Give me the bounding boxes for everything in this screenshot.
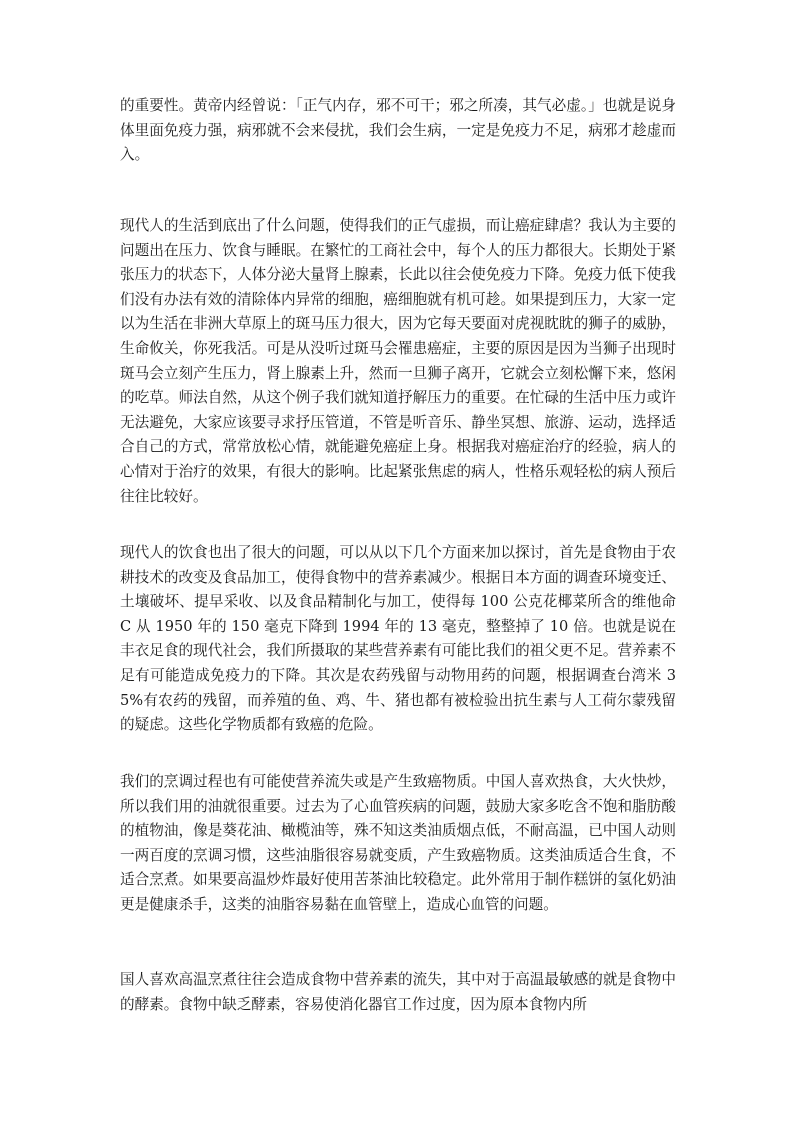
paragraph-diet: 现代人的饮食也出了很大的问题，可以从以下几个方面来加以探讨，首先是食物由于农耕技术的改变及食品加工，使得食物中的营养素减少。根据日本方面的调查环境变迁、土壤破坏、提早采收、以及食品精制化与加工，使得每 100 公克花椰菜所含的维他命 C 从 1950 年的 150 毫克下降到 1994 年的 13 毫克，整整掉了 10 倍。也就是说在丰衣足食的现代社会，我们所摄取的某些营养素有可能比我们的祖父更不足。营养素不足有可能造成免疫力的下降。其次是农药残留与动物用药的问题，根据调查台湾米 35%有农药的残留，而养殖的鱼、鸡、牛、猪也都有被检验出抗生素与人工荷尔蒙残留的疑虑。这些化学物质都有致癌的危险。 [120, 544, 676, 734]
paragraph-stress: 现代人的生活到底出了什么问题，使得我们的正气虚损，而让癌症肆虐？我认为主要的问题出在压力、饮食与睡眠。在繁忙的工商社会中，每个人的压力都很大。长期处于紧张压力的状态下，人体分泌大量肾上腺素，长此以往会使免疫力下降。免疫力低下使我们没有办法有效的清除体内异常的细胞，癌细胞就有机可趁。如果提到压力，大家一定以为生活在非洲大草原上的斑马压力很大，因为它每天要面对虎视眈眈的狮子的威胁，生命攸关，你死我活。可是从没听过斑马会罹患癌症，主要的原因是因为当狮子出现时斑马会立刻产生压力，肾上腺素上升，然而一旦狮子离开，它就会立刻松懈下来，悠闲的吃草。师法自然，从这个例子我们就知道抒解压力的重要。在忙碌的生活中压力或许无法避免，大家应该要寻求抒压管道，不管是听音乐、静坐冥想、旅游、运动，选择适合自己的方式，常常放松心情，就能避免癌症上身。根据我对癌症治疗的经验，病人的心情对于治疗的效果，有很大的影响。比起紧张焦虑的病人，性格乐观轻松的病人预后往往比较好。 [120, 217, 676, 505]
paragraph-cooking-oil: 我们的烹调过程也有可能使营养流失或是产生致癌物质。中国人喜欢热食，大火快炒，所以我们用的油就很重要。过去为了心血管疾病的问题，鼓励大家多吃含不饱和脂肪酸的植物油，像是葵花油、橄榄油等，殊不知这类油质烟点低，不耐高温，已中国人动则一两百度的烹调习惯，这些油脂很容易就变质，产生致癌物质。这类油质适合生食，不适合烹煮。如果要高温炒炸最好使用苦茶油比较稳定。此外常用于制作糕饼的氢化奶油更是健康杀手，这类的油脂容易黏在血管壁上，造成心血管的问题。 [120, 773, 676, 913]
paragraph-enzymes: 国人喜欢高温烹煮往往会造成食物中营养素的流失，其中对于高温最敏感的就是食物中的酵素。食物中缺乏酵素，容易使消化器官工作过度，因为原本食物内所 [120, 971, 676, 1013]
paragraph-immunity-quote: 的重要性。黄帝内经曾说：「正气内存，邪不可干；邪之所凑，其气必虚。」也就是说身体里面免疫力强，病邪就不会来侵扰，我们会生病，一定是免疫力不足，病邪才趁虚而入。 [120, 97, 676, 164]
